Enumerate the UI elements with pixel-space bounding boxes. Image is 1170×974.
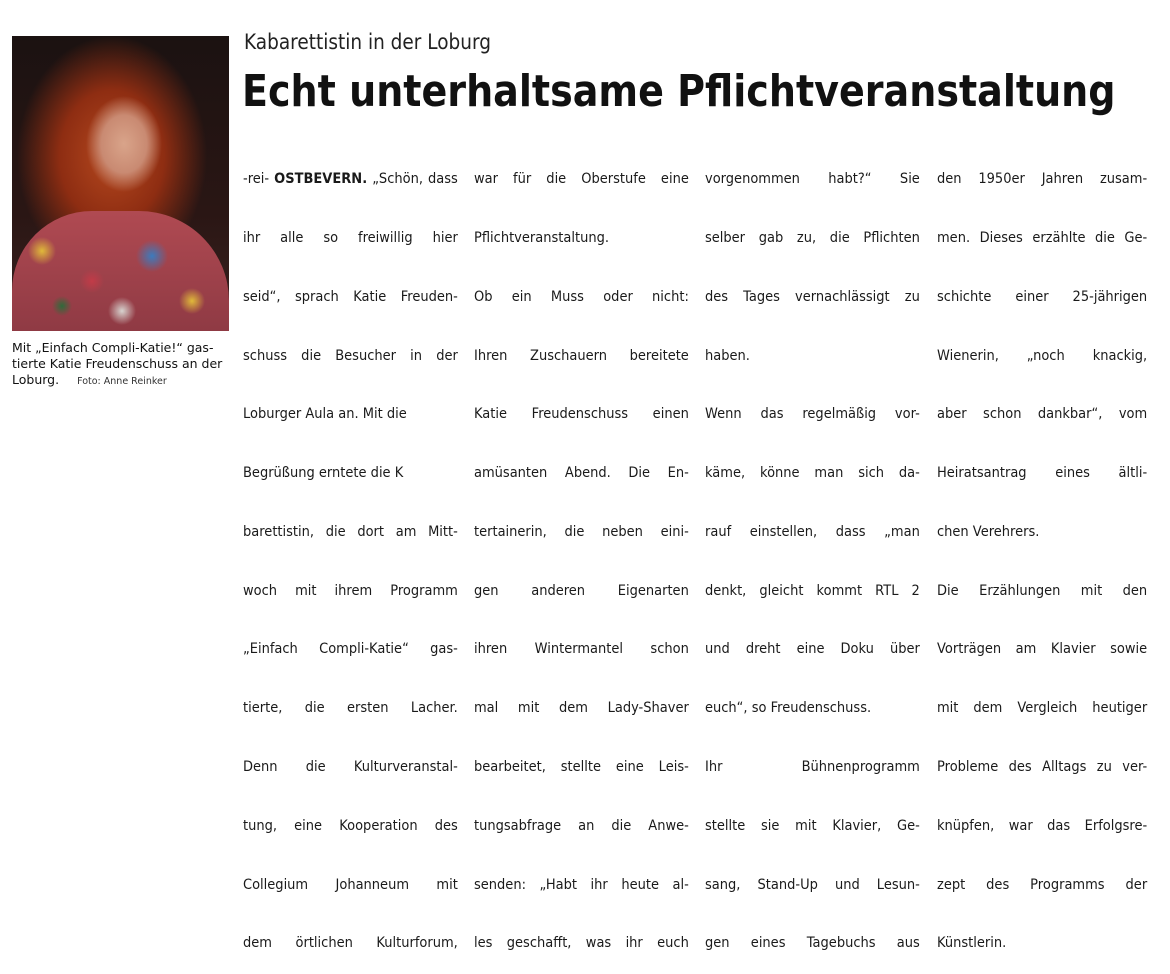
article-line: Heiratsantrag eines ältli- (937, 465, 1148, 482)
article-line: Wenn das regelmäßig vor- (705, 406, 920, 423)
article-line: des Tages vernachlässigt zu (705, 288, 920, 305)
article-line: ihren Wintermantel schon (474, 641, 689, 658)
dateline: OSTBEVERN. (274, 171, 368, 188)
article-line: tierte, die ersten Lacher. (243, 700, 458, 717)
article-line: Probleme des Alltags zu ver- (937, 759, 1148, 775)
article-line: zept des Programms der (937, 876, 1148, 893)
article-line: amüsanten Abend. Die En- (474, 465, 689, 482)
article-line: tung, eine Kooperation des (243, 817, 458, 834)
article-line: tertainerin, die neben eini- (474, 523, 689, 540)
article-line: knüpfen, war das Erfolgsre- (937, 817, 1148, 834)
article-line: barettistin, die dort am Mitt- (243, 523, 458, 540)
article-line: Künstlerin. (937, 935, 1007, 952)
article-line: Katie Freudenschuss einen (474, 406, 689, 423)
article-line: vorgenommen habt?“ Sie (705, 171, 920, 188)
article-line: mal mit dem Lady-Shaver (474, 700, 689, 717)
article-photo (12, 36, 229, 331)
article-line: Collegium Johanneum mit (243, 876, 458, 893)
caption-line: Mit „Einfach Compli-Katie!“ gas- (12, 340, 214, 355)
article-line: denkt, gleicht kommt RTL 2 (705, 582, 920, 599)
article-line: stellte sie mit Klavier, Ge- (705, 817, 920, 834)
article-line: schuss die Besucher in der (243, 347, 458, 364)
article-line: Ob ein Muss oder nicht: (474, 288, 689, 305)
article-line: Vorträgen am Klavier sowie (937, 641, 1148, 658)
article-column-4 (937, 131, 1147, 974)
article-line: bearbeitet, stellte eine Leis- (474, 759, 689, 775)
article-line: gen eines Tagebuchs aus (705, 935, 920, 952)
article-line: „Einfach Compli-Katie“ gas- (243, 641, 458, 658)
article-line: seid“, sprach Katie Freuden- (243, 288, 458, 305)
article-line: Wienerin, „noch knackig, (937, 347, 1148, 364)
article-line: den 1950er Jahren zusam- (937, 171, 1148, 188)
caption-line: tierte Katie Freudenschuss an der (12, 356, 223, 371)
article-line: tungsabfrage an die Anwe- (474, 817, 689, 834)
byline: -rei- (243, 171, 270, 188)
photo-credit: Foto: Anne Reinker (77, 376, 167, 387)
article-line: ihr alle so freiwillig hier (243, 229, 458, 246)
article-line: woch mit ihrem Programm (243, 582, 458, 599)
kicker: Kabarettistin in der Loburg (244, 30, 491, 54)
article-line: Ihr Bühnenprogramm (705, 759, 920, 775)
article-line: les geschafft, was ihr euch (474, 935, 689, 952)
article-line: Pflichtveranstaltung. (474, 229, 609, 246)
article-line: men. Dieses erzählte die Ge- (937, 229, 1148, 246)
article-line: euch“, so Freudenschuss. (705, 700, 872, 717)
article-line: sang, Stand-Up und Lesun- (705, 876, 920, 893)
article-column-2 (474, 131, 689, 974)
article-line: rauf einstellen, dass „man (705, 523, 920, 540)
article-line: gen anderen Eigenarten (474, 582, 689, 599)
article-line: schichte einer 25-jährigen (937, 288, 1148, 305)
caption-line-end: Loburg. (12, 372, 60, 387)
article-line: dem örtlichen Kulturforum, (243, 935, 458, 952)
article-line: selber gab zu, die Pflichten (705, 229, 920, 246)
photo-caption (12, 340, 232, 390)
article-line: Ihren Zuschauern bereitete (474, 347, 689, 364)
article-column-1 (243, 131, 458, 974)
headline: Echt unterhaltsame Pflichtveranstaltung (242, 66, 1116, 117)
article-line-text: „Schön, dass (367, 171, 458, 188)
article-line: mit dem Vergleich heutiger (937, 700, 1148, 717)
article-line: und dreht eine Doku über (705, 641, 920, 658)
photo-dress-pattern (12, 211, 229, 331)
article-line: Denn die Kulturveranstal- (243, 759, 458, 775)
caption-line (12, 372, 232, 390)
article-line: Loburger Aula an. Mit die (243, 406, 407, 423)
article-line: käme, könne man sich da- (705, 465, 920, 482)
article-line: Begrüßung erntete die K (243, 465, 404, 482)
article-line: war für die Oberstufe eine (474, 171, 689, 188)
article-line: Die Erzählungen mit den (937, 582, 1148, 599)
article-line: senden: „Habt ihr heute al- (474, 876, 689, 893)
article-line: chen Verehrers. (937, 523, 1040, 540)
article-line: aber schon dankbar“, vom (937, 406, 1148, 423)
article-line (243, 170, 458, 190)
article-column-3 (705, 131, 920, 974)
article-line: haben. (705, 347, 750, 364)
